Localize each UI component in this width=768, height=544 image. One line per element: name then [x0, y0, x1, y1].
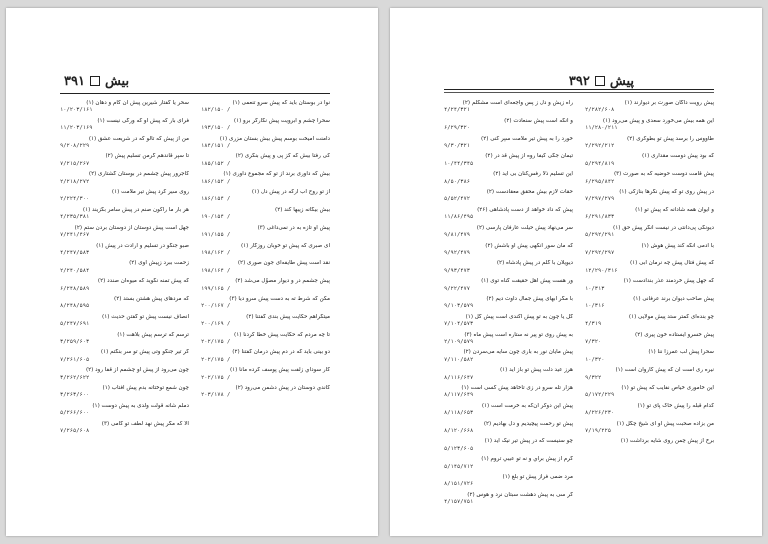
index-entry: [585, 349, 714, 364]
index-entry: [201, 118, 330, 133]
entry-text: نقد است پیش طایفه‌ای جون صوری (۲): [237, 260, 330, 267]
entry-text: هر بار ما راکون صنم در پیش سامر بگزیند (۱): [82, 206, 189, 213]
entry-reference: ۲۰۳/۱۷۸ /: [201, 392, 231, 399]
entry-reference: ۲۰۰/۱۶۷ /: [201, 303, 231, 310]
entry-text: ترسم که ترسم پیش بلاهت (۱): [117, 331, 189, 338]
entry-text: صبو جنگو در تسلیم و ارادت در پیش (۱): [96, 242, 189, 249]
index-entry: [444, 438, 573, 453]
index-entry: [585, 225, 714, 240]
index-entry: [201, 332, 330, 347]
entry-text: دیویلان با گلم در پیش پادشاه (۲): [496, 260, 573, 267]
entry-text: دیونگی پی‌دانتی در نیست انگر پیش حق (۱): [613, 224, 714, 231]
entry-text: چو سنیست که در پیش تیر نیک آید (۱): [484, 438, 573, 445]
entry-reference: ۱۹۳/۱۵۰ /: [201, 125, 231, 132]
entry-reference: ۴/۲۴/۳۲۱: [444, 107, 470, 114]
index-entry: [201, 171, 330, 186]
index-entry: [444, 474, 573, 489]
index-entry: [60, 332, 189, 347]
index-entry: [444, 260, 573, 275]
entry-text: میتگراهم حکایت پیش بندی گفتنا (۲): [246, 313, 330, 320]
entry-text: با آدمی آنگه کند پیش هوش (۱): [641, 242, 714, 249]
entry-text: سحرا چشم و ابرویت پیش نگارگر برو (۱): [233, 117, 330, 124]
index-entry: [585, 314, 714, 329]
entry-reference: ۴/۳۱۹: [585, 321, 602, 328]
entry-reference: ۷/۱۹/۲۲۵: [585, 428, 611, 435]
entry-text: به پیش روی تو پیر نه ستاره است پیش ماه (۳): [464, 331, 573, 338]
entry-reference: ۹/۳۰/۳۲۱: [444, 143, 470, 150]
entry-text: بیش بیگانه زیبها کند (۲): [275, 206, 330, 213]
entry-reference: ۱۹۸/۱۶۴ /: [201, 267, 231, 274]
entry-reference: ۸/۲۴۸/۵۹۵: [60, 303, 90, 310]
entry-text: پیش این دوکر آن‌که به خرمت است (۱): [481, 402, 573, 409]
entry-reference: ۶/۲۹۵/۸۴۲: [585, 178, 615, 185]
page-number: ۳۹۱: [64, 73, 85, 89]
entry-text: گرم از پیش براي و نه تو عیبي تروم (۱): [481, 456, 573, 463]
entry-reference: ۴/۲۳۵/۳۸۱: [60, 214, 90, 221]
index-entry: [60, 225, 189, 240]
index-entry: [585, 189, 714, 204]
entry-text: الا که مگر پیش نهد لطف تو گامی (۳): [101, 420, 189, 427]
entry-reference: ۵/۵۲/۴۷۲: [444, 196, 470, 203]
index-entry: [60, 278, 189, 293]
entry-text: من از پیش که تالو که در شریعت عشق (۱): [88, 135, 189, 142]
entry-reference: ۸/۲۲۶/۲۳۰: [585, 410, 615, 417]
entry-reference: ۷/۲۶۵/۶۰۸: [60, 428, 90, 435]
index-entry: [201, 385, 330, 400]
entry-text: کاجرور پیش چشمم در بوستان گشتاری (۲): [88, 171, 189, 178]
entry-reference: ۳/۲۶۲/۶۲۲: [60, 374, 90, 381]
index-entry: [585, 171, 714, 186]
index-entry: [585, 153, 714, 168]
index-entry: [444, 421, 573, 436]
page-number: ۳۹۲: [568, 73, 590, 89]
index-entry: [201, 243, 330, 258]
entry-reference: ۸/۵۰/۳۸۶: [444, 178, 470, 185]
index-entry: [444, 492, 573, 507]
index-entry: [60, 171, 189, 186]
entry-text: که پیش تمنه نگوید که میوه‌ان صندد (۲): [97, 278, 189, 285]
entry-text: سحر یا گفتار شیرین پیش آن کام و دهان (۱): [86, 100, 189, 106]
entry-reference: ۲۰۰/۱۶۹ /: [201, 321, 231, 328]
header-title: پیش: [609, 73, 634, 89]
entry-reference: ۸/۱۵۱/۷۲۶: [444, 481, 474, 488]
index-entry: [60, 296, 189, 311]
index-entry: [60, 349, 189, 364]
entry-text: که مان سور آنکهی پیش او باشش (۲): [485, 242, 573, 249]
index-entry: [585, 243, 714, 258]
index-entry: [60, 189, 189, 204]
index-entry: [444, 207, 573, 222]
entry-text: دامنت آمیخت بوسم پیش بیش بستان مزری (۱): [219, 135, 330, 142]
entry-reference: ۹/۱۰۳/۵۷۹: [444, 303, 474, 310]
index-entry: [585, 332, 714, 347]
entry-text: حقات لازم بیش محقق معقادست (۲): [486, 189, 573, 196]
entry-text: طاووس را برسد پیش تو بطوکری (۲): [627, 135, 714, 142]
index-entry: [60, 421, 189, 436]
column-left: [444, 100, 573, 520]
entry-reference: ۵/۲۹۲/۲۹۱: [585, 232, 615, 239]
index-entry: [444, 189, 573, 204]
entry-reference: ۲/۲۴۰/۵۸۴: [60, 267, 90, 274]
entry-text: برخ از پیش چمن روی شایه برداشت (۱): [620, 438, 714, 445]
entry-reference: ۵/۲۶۶/۶۰۰: [60, 410, 90, 417]
entry-reference: ۹/۹۳/۴۷۳: [444, 267, 470, 274]
entry-text: که جهل پیش خردمند عذر بندادست (۱): [623, 278, 714, 285]
entry-text: خورد را به پیش تیر ملامت سپر کنی (۲): [481, 135, 573, 142]
index-entry: [60, 367, 189, 382]
entry-reference: ۱۹۹/۱۶۵ /: [201, 285, 231, 292]
index-entry: [444, 136, 573, 151]
index-entry: [444, 332, 573, 347]
index-entry: [60, 403, 189, 418]
index-entry: [201, 225, 330, 240]
entry-reference: ۴/۱۵۷/۷۵۱: [444, 499, 474, 506]
index-entry: [585, 118, 714, 133]
entry-text: پیش جشمم در و دیوار مصوّل می‌شد (۲): [235, 278, 330, 285]
entry-reference: ۹/۲۰۸/۲۲۹: [60, 143, 90, 150]
entry-text: این خاموری خیاص نفایب که پیش تو (۱): [621, 385, 714, 391]
entry-reference: ۷/۱۱۰/۵۸۲: [444, 356, 474, 363]
entry-reference: ۱۱/۲۸۰/۲۱۱: [585, 125, 618, 132]
index-entry: [444, 171, 573, 186]
entry-reference: ۸/۱۲۰/۶۶۸: [444, 428, 474, 435]
entry-text: مرد ضمی فراز پیش تو بلغ (۱): [502, 474, 573, 481]
index-entry: [585, 260, 714, 275]
entry-text: با مگر آبهای پیش جمال داوت دیم (۲): [486, 295, 573, 302]
right-page: [390, 8, 762, 536]
entry-text: پیش قامت دوست حوضیه که به صورت (۳): [613, 171, 714, 178]
index-entry: [585, 100, 714, 115]
index-entry: [201, 153, 330, 168]
entry-reference: ۸/۱۱۸/۶۵۳: [444, 410, 474, 417]
entry-reference: ۵/۱۷۲/۲۲۹: [585, 392, 615, 399]
entry-reference: ۵/۱۲۳/۶۰۵: [444, 445, 474, 452]
entry-text: روی سیر کرد پیش تیر ملامت (۱): [111, 189, 189, 196]
index-entry: [585, 421, 714, 436]
index-entry: [444, 153, 573, 168]
index-entry: [201, 278, 330, 293]
entry-reference: ۱۰/۳۲۰: [585, 356, 605, 363]
left-page: [6, 8, 378, 536]
entry-text: پیش صاحب دیوان برند عرفانی (۱): [633, 295, 714, 302]
index-entry: [201, 136, 330, 151]
entry-text: چو بنده‌ای کمتر ستد پیش مولایی (۱): [628, 313, 714, 320]
entry-text: در پیش روی تو که پیش نگرها بنازکی (۱): [619, 189, 714, 196]
entry-text: تیمان جگی کیفا روه از پیش قد در (۲): [485, 153, 573, 160]
entry-reference: ۶/۲۹۱/۸۳۳: [585, 214, 615, 221]
entry-text: سحرا پیش لب عمرزا ننا (۱): [648, 349, 714, 356]
header-rule: [444, 89, 714, 90]
index-entry: [60, 136, 189, 151]
index-entry: [444, 349, 573, 364]
entry-reference: ۷/۲۴۱/۴۶۷: [60, 232, 90, 239]
column-left: [60, 100, 189, 520]
index-entry: [60, 153, 189, 168]
entry-text: فرای بار که پیش او که ورگی نیست (۱): [97, 117, 189, 124]
entry-text: که مردهای پیش هشتن بستد (۲): [114, 295, 189, 302]
entry-reference: ۲/۲۸۲/۶۰۸: [585, 107, 615, 114]
entry-text: از تو روح آب ارکه در پیش دل (۱): [251, 189, 330, 196]
entry-text: که پیش فتال پیش چه نرمان آبی (۱): [629, 260, 714, 267]
entry-reference: ۲/۲۱۸/۲۷۲: [60, 178, 90, 185]
entry-text: زحمت ببرد زپیش اوی (۲): [129, 260, 189, 267]
entry-reference: ۲/۲۲۴/۳۰۰: [60, 196, 90, 203]
index-entry: [60, 243, 189, 258]
entry-text: کاندي دوستان در پیش دشمن می‌رود (۲): [235, 385, 330, 391]
index-entry: [444, 225, 573, 240]
index-entry: [444, 385, 573, 400]
entry-reference: ۲/۱۰۹/۵۷۹: [444, 338, 474, 345]
entry-reference: ۹/۸۱/۴۷۹: [444, 232, 470, 239]
entry-text: تا سپر قاندهم گرمن تسلیم پیش (۲): [105, 153, 189, 160]
index-entry: [201, 367, 330, 382]
index-entry: [444, 367, 573, 382]
index-entry: [201, 349, 330, 364]
index-entry: [201, 260, 330, 275]
entry-text: جهل است پیش دوستان از دوستان بردن ستم (۲): [74, 224, 189, 231]
entry-text: این تسلیم ذلا رفس‌کنان بی آید (۲): [493, 171, 573, 178]
entry-reference: ۳/۲۵۹/۶۰۳: [60, 338, 90, 345]
entry-reference: ۱۸۶/۱۵۴ /: [201, 196, 231, 203]
entry-text: گر سی به پیش دهشت سبتان نرد و هوس (۲): [467, 491, 573, 498]
entry-text: پیش خسرو ایستاده خون پیری (۲): [635, 331, 714, 338]
index-entry: [585, 367, 714, 382]
entry-reference: ۲۰۲/۱۷۵ /: [201, 338, 231, 345]
entry-text: کدام قبله را پیش خاک پای تو (۱): [637, 402, 714, 409]
entry-reference: ۱۰/۳۱۶: [585, 303, 605, 310]
entry-reference: ۱۸۲/۱۵۰ /: [201, 107, 231, 114]
entry-text: پیش که داد خواهد از دست پادشاهی (۲۶): [477, 206, 573, 213]
index-entry: [201, 189, 330, 204]
entry-text: ای صبری که پیش تو خوبان روزگار (۱): [240, 242, 330, 249]
index-entry: [585, 207, 714, 222]
index-entry: [585, 136, 714, 151]
header-title: بیش: [104, 73, 130, 89]
index-entry: [201, 314, 330, 329]
entry-reference: ۵/۲۴۷/۶۹۱: [60, 321, 90, 328]
entry-reference: ۶/۲۹/۳۲۰: [444, 125, 470, 132]
header-rule: [60, 93, 330, 94]
entry-reference: ۸/۱۱۷/۶۴۹: [444, 392, 474, 399]
entry-text: من بزاده صحبت پیش او ای شیخ چگل (۱): [616, 420, 714, 427]
entry-text: انصاف نیست پیش تو گفتن حدیث (۱): [102, 313, 189, 320]
index-entry: [444, 296, 573, 311]
entry-reference: ۱۱/۸۶/۴۹۵: [444, 214, 474, 221]
entry-text: پیش رویت داگان صورت بر دیوارند (۱): [624, 100, 714, 106]
entry-reference: ۹/۳۲۲: [585, 374, 602, 381]
entry-reference: ۷/۲۹۷/۲۷۹: [585, 196, 615, 203]
entry-reference: ۴/۲۴۷/۵۸۳: [60, 249, 90, 256]
entry-text: نیره ری است آن که پیش کاروان است (۱): [615, 367, 714, 374]
entry-reference: ۱۰/۴۴/۳۴۵: [444, 160, 474, 167]
entries-columns: [444, 100, 714, 520]
entry-text: مکن که شرط ته به دست پیش سرو دیا (۳): [229, 295, 330, 302]
entry-reference: ۱۹۸/۱۶۲ /: [201, 249, 231, 256]
entry-reference: ۵/۱۴۵/۷۱۲: [444, 463, 474, 470]
entry-reference: ۶/۲۴۸/۵۸۹: [60, 285, 90, 292]
entry-text: پیش مایان نور به باری چون سایه می‌سردن (۲): [463, 349, 573, 356]
index-entry: [585, 278, 714, 293]
entry-text: و آنگه است پیش سنعادت (۲): [504, 117, 573, 124]
entries-columns: [60, 100, 330, 520]
entry-text: چون شمع توختانه بدم پیش آفتاب (۱): [102, 385, 189, 391]
entry-text: سر می‌نهاد پیش حیلت عارفان پارسی (۲): [476, 224, 573, 231]
entry-text: دو بینی باید که در دم پیش درمان گفتنا (۲): [232, 349, 330, 356]
entry-reference: ۲/۲۹۲/۲۱۲: [585, 143, 615, 150]
index-entry: [585, 296, 714, 311]
index-entry: [444, 456, 573, 471]
entry-reference: ۷/۲۹۲/۲۹۷: [585, 249, 615, 256]
entry-reference: ۱۸۵/۱۵۲ /: [201, 160, 231, 167]
entry-reference: ۲۰۲/۱۷۵ /: [201, 356, 231, 363]
entry-reference: ۱۱/۲۰۳/۱۶۹: [60, 125, 93, 132]
entry-reference: ۹/۲۲/۴۷۷: [444, 285, 470, 292]
index-entry: [201, 296, 330, 311]
index-entry: [60, 207, 189, 222]
entry-reference: ۷/۱۰۴/۵۷۳: [444, 321, 474, 328]
entry-reference: ۲۰۲/۱۷۵ /: [201, 374, 231, 381]
entry-text: راه زیش و دل ز پس واجعه‌ای است مشکلم (۲): [462, 100, 573, 106]
header-square-icon: [90, 76, 100, 86]
entry-reference: ۱۹۰/۱۵۴ /: [201, 214, 231, 221]
page-header: [64, 70, 129, 92]
entry-text: هرز عید دلت پیش تو باز آید (۱): [499, 367, 573, 374]
entry-reference: ۵/۲۹۴/۸۱۹: [585, 160, 615, 167]
entry-text: و ایوان همه شادانه که پیش تو (۱): [635, 206, 714, 213]
entry-text: پیش او تازه به در نمی‌داغی (۳): [257, 224, 330, 231]
index-entry: [585, 403, 714, 418]
index-entry: [585, 438, 714, 445]
header-rule-secondary: [444, 92, 714, 93]
entry-text: این همه بیش می‌خورد سعدی و پیش می‌رود (۱): [602, 117, 714, 124]
entry-text: کی رفتا بیش که کز پی و پیش بنگری (۲): [235, 153, 330, 160]
index-entry: [60, 385, 189, 400]
entry-reference: ۷/۲۱۵/۲۶۷: [60, 160, 90, 167]
entry-text: گل یا چون به تو پیش آکندی است پیش گل (۱): [465, 313, 573, 320]
entry-text: گر تیر جنگو وتی پیش تو سر بنگتم (۱): [100, 349, 189, 356]
entry-reference: ۹/۹۲/۴۷۹: [444, 249, 470, 256]
entry-text: تا چه مردم که حکایت پیش خطا کردنا (۱): [234, 331, 330, 338]
index-entry: [201, 100, 330, 115]
entry-reference: ۳/۲۶۳/۶۰۰: [60, 392, 90, 399]
index-entry: [444, 118, 573, 133]
entry-reference: ۱۸۶/۱۵۲ /: [201, 178, 231, 185]
entry-text: بیش که داوری برند از تو که مجموع داوری (۱): [223, 171, 330, 178]
index-entry: [444, 243, 573, 258]
entry-reference: ۱۰/۲۰۳/۱۶۱: [60, 107, 93, 114]
entry-reference: ۱۲/۲۹۰/۳۱۶: [585, 267, 618, 274]
index-entry: [444, 278, 573, 293]
entry-reference: ۱۹۱/۱۵۵ /: [201, 232, 231, 239]
entry-text: چون می‌رود از پیش او چشمم از قفا رود (۲): [85, 367, 189, 374]
index-entry: [60, 118, 189, 133]
index-entry: [60, 100, 189, 115]
index-entry: [60, 260, 189, 275]
entry-text: پیش تو رحمت پیچیدیم و دل بهادیم (۲): [483, 420, 573, 427]
index-entry: [201, 207, 330, 222]
entry-reference: ۸/۱۱۶/۶۴۷: [444, 374, 474, 381]
column-right: [585, 100, 714, 520]
entry-reference: ۷/۲۶۱/۶۰۵: [60, 356, 90, 363]
entry-reference: ۱۸۴/۱۵۱ /: [201, 143, 231, 150]
index-entry: [444, 100, 573, 115]
index-entry: [585, 385, 714, 400]
entry-text: دملم شانه قولت ولدی به پیش دوست (۱): [92, 402, 189, 409]
index-entry: [444, 403, 573, 418]
entry-text: هزار تله سرو در زی تاخاهد پیش کسی است (۱): [461, 385, 573, 391]
index-entry: [60, 314, 189, 329]
entry-text: ور هست پیش اهل حقیقت گناه توی (۱): [481, 278, 573, 285]
entry-text: که بود پیش دوست مقداری (۱): [641, 153, 714, 160]
entry-reference: ۱۰/۳۱۳: [585, 285, 605, 292]
index-entry: [444, 314, 573, 329]
column-right: [201, 100, 330, 520]
entry-text: کار سوداي زلفت پیش پوسف کرده مانا (۱): [229, 367, 330, 374]
entry-reference: ۷/۳۲۰: [585, 338, 602, 345]
header-square-icon: [595, 76, 605, 86]
entry-text: نوا در بوستان باید که پیش سرو تنعمی (۱): [232, 100, 330, 106]
